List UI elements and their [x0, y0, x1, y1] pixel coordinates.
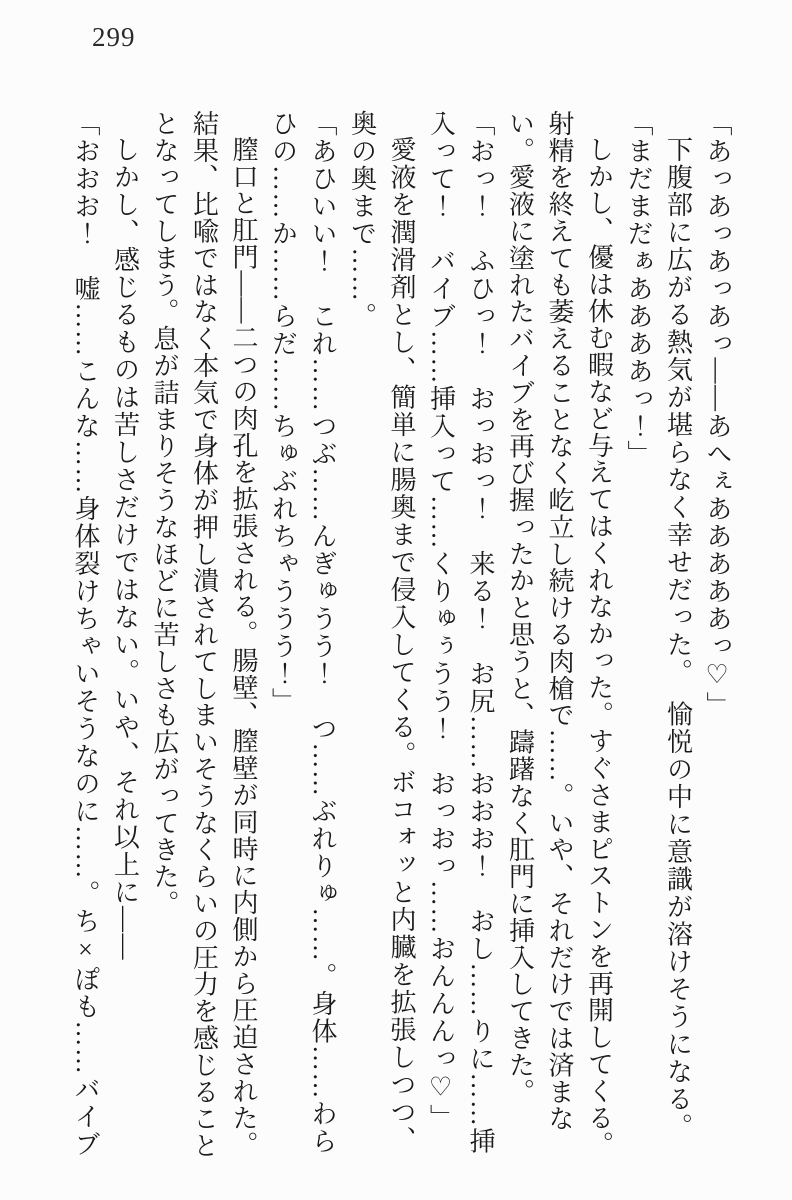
paragraph-narrative: 膣口と肛門――二つの肉孔を拡張される。腸壁、膣壁が同時に内側から圧迫された。結果、比喩ではなく本気で身体が押し潰されてしまいそうなくらいの圧力を感じることとなってしまう。息が詰まりそうなほどに苦しさも広がってきた。 — [150, 110, 258, 1160]
paragraph-dialogue: 「あっあっあっあっ――あへぇあああああっ♡」 — [703, 110, 732, 719]
paragraph-dialogue: 「あひいい！ これ……つぶ……んぎゅうう！ つ……ぶれりゅ……。身体……わらひの……か……らだ……ちゅぶれちゃううう！」 — [268, 110, 337, 1155]
page-number: 299 — [92, 22, 136, 52]
page-text — [66, 110, 738, 1162]
paragraph-dialogue: 「まだまだぁああああっ！」 — [624, 110, 653, 468]
paragraph-narrative: 下腹部に広がる熱気が堪らなく幸せだった。 愉悦の中に意識が溶けそうになる。 — [663, 136, 693, 1141]
paragraph-dialogue: 「おおお！ 嘘……こんな……身体裂けちゃいそうなのに……。ち×ぽも……バイブ — [71, 110, 100, 1158]
paragraph-narrative: しかし、優は休む暇など与えてはくれなかった。すぐさまピストンを再開してくる。射精を終えても萎えることなく屹立し続ける肉槍で……。いや、それだけでは済まない。愛液に塗れたバイブを再び握ったかと思うと、躊躇なく肛門に挿入してきた。 — [505, 110, 614, 1159]
paragraph-narrative: 愛液を潤滑剤とし、簡単に腸奥まで侵入してくる。ボコォッと内臓を拡張しつつ、奥の奥まで……。 — [347, 110, 416, 1154]
paragraph-narrative: しかし、感じるものは苦しさだけではない。いや、それ以上に―― — [110, 136, 140, 961]
paragraph-dialogue: 「おっ！ ふひっ！ おっおっ！ 来る！ お尻……おおお！ おし……りに……挿入って！ バイブ……挿入って……くりゅぅうう！ おっおっ……おんんんっ♡」 — [426, 110, 495, 1155]
